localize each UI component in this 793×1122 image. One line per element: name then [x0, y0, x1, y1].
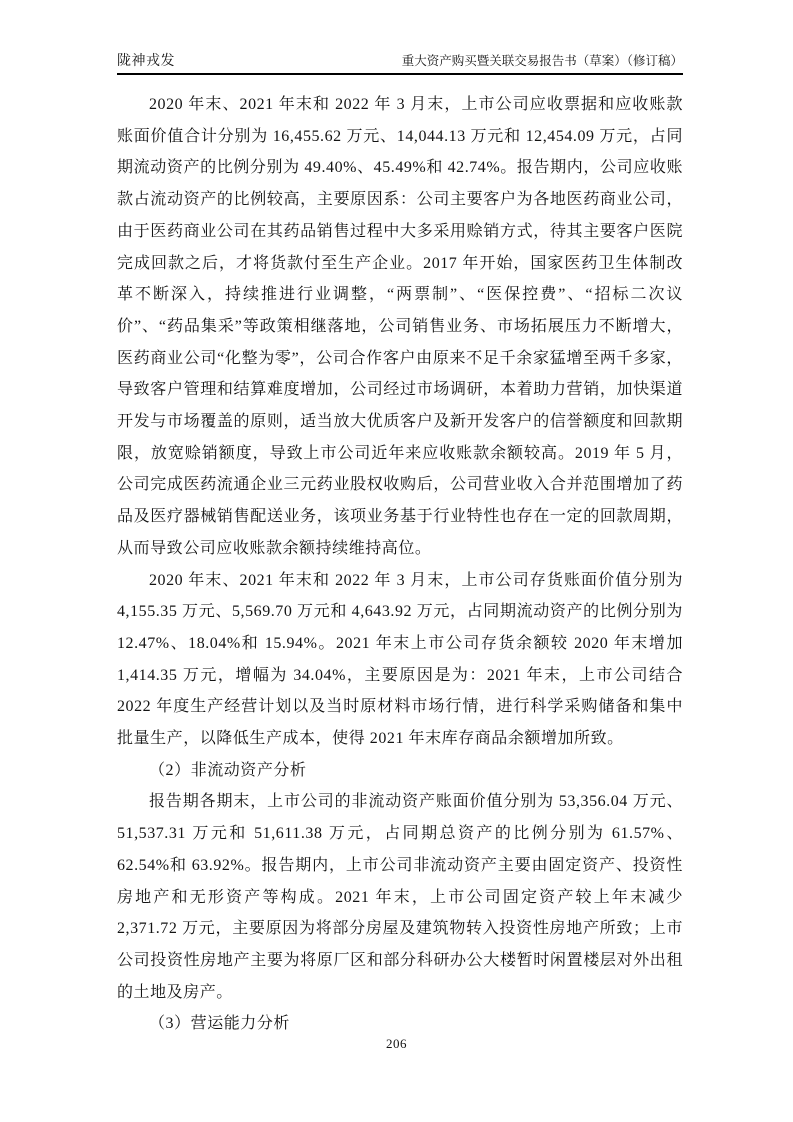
page-header — [117, 50, 683, 70]
page-number: 206 — [386, 1036, 407, 1051]
paragraph-inventory-analysis: 2020 年末、2021 年末和 2022 年 3 月末，上市公司存货账面价值分别为 4,155.35 万元、5,569.70 万元和 4,643.92 万元，占同期流动资产的比例分别为 12.47%、18.04%和 15.94%。2021 年末上市公司存货余额较 2020 年末增加 1,414.35 万元，增幅为 34.04%，主要原因是为：2021 年末，上市公司结合 2022 年度生产经营计划以及当时原材料市场行情，进行科学采购储备和集中批量生产，以降低生产成本，使得 2021 年末库存商品余额增加所致。 — [117, 571, 683, 748]
header-rule — [117, 73, 683, 75]
heading-operating-capacity-analysis: （3）营运能力分析 — [149, 1015, 290, 1033]
header-company-name: 陇神戎发 — [117, 54, 175, 69]
paragraph-non-current-assets-analysis: 报告期各期末，上市公司的非流动资产账面价值分别为 53,356.04 万元、51,537.31 万元和 51,611.38 万元，占同期总资产的比例分别为 61.57%、62.54%和 63.92%。报告期内，上市公司非流动资产主要由固定资产、投资性房地产和无形资产等构成。2021 年末，上市公司固定资产较上年末减少 2,371.72 万元，主要原因为将部分房屋及建筑物转入投资性房地产所致；上市公司投资性房地产主要为将原厂区和部分科研办公大楼暂时闲置楼层对外出租的土地及房产。 — [117, 793, 683, 1001]
header-report-title: 重大资产购买暨关联交易报告书（草案）（修订稿） — [401, 54, 683, 68]
heading-non-current-assets-analysis: （2）非流动资产分析 — [149, 761, 307, 779]
page-footer — [0, 1036, 793, 1052]
document-body — [117, 89, 683, 1040]
paragraph-receivables-analysis: 2020 年末、2021 年末和 2022 年 3 月末，上市公司应收票据和应收账款账面价值合计分别为 16,455.62 万元、14,044.13 万元和 12,454.09 万元，占同期流动资产的比例分别为 49.40%、45.49%和 42.74%。报告期内，公司应收账款占流动资产的比例较高，主要原因系：公司主要客户为各地医药商业公司，由于医药商业公司在其药品销售过程中大多采用赊销方式，待其主要客户医院完成回款之后，才将货款付至生产企业。2017 年开始，国家医药卫生体制改革不断深入，持续推进行业调整，“两票制”、“医保控费”、“招标二次议价”、“药品集采”等政策相继落地，公司销售业务、市场拓展压力不断增大，医药商业公司“化整为零”，公司合作客户由原来不足千余家猛增至两千多家，导致客户管理和结算难度增加，公司经过市场调研，本着助力营销，加快渠道开发与市场覆盖的原则，适当放大优质客户及新开发客户的信誉额度和回款期限，放宽赊销额度，导致上市公司近年来应收账款余额较高。2019 年 5 月，公司完成医药流通企业三元药业股权收购后，公司营业收入合并范围增加了药品及医疗器械销售配送业务，该项业务基于行业特性也存在一定的回款周期，从而导致公司应收账款余额持续维持高位。 — [117, 96, 683, 557]
